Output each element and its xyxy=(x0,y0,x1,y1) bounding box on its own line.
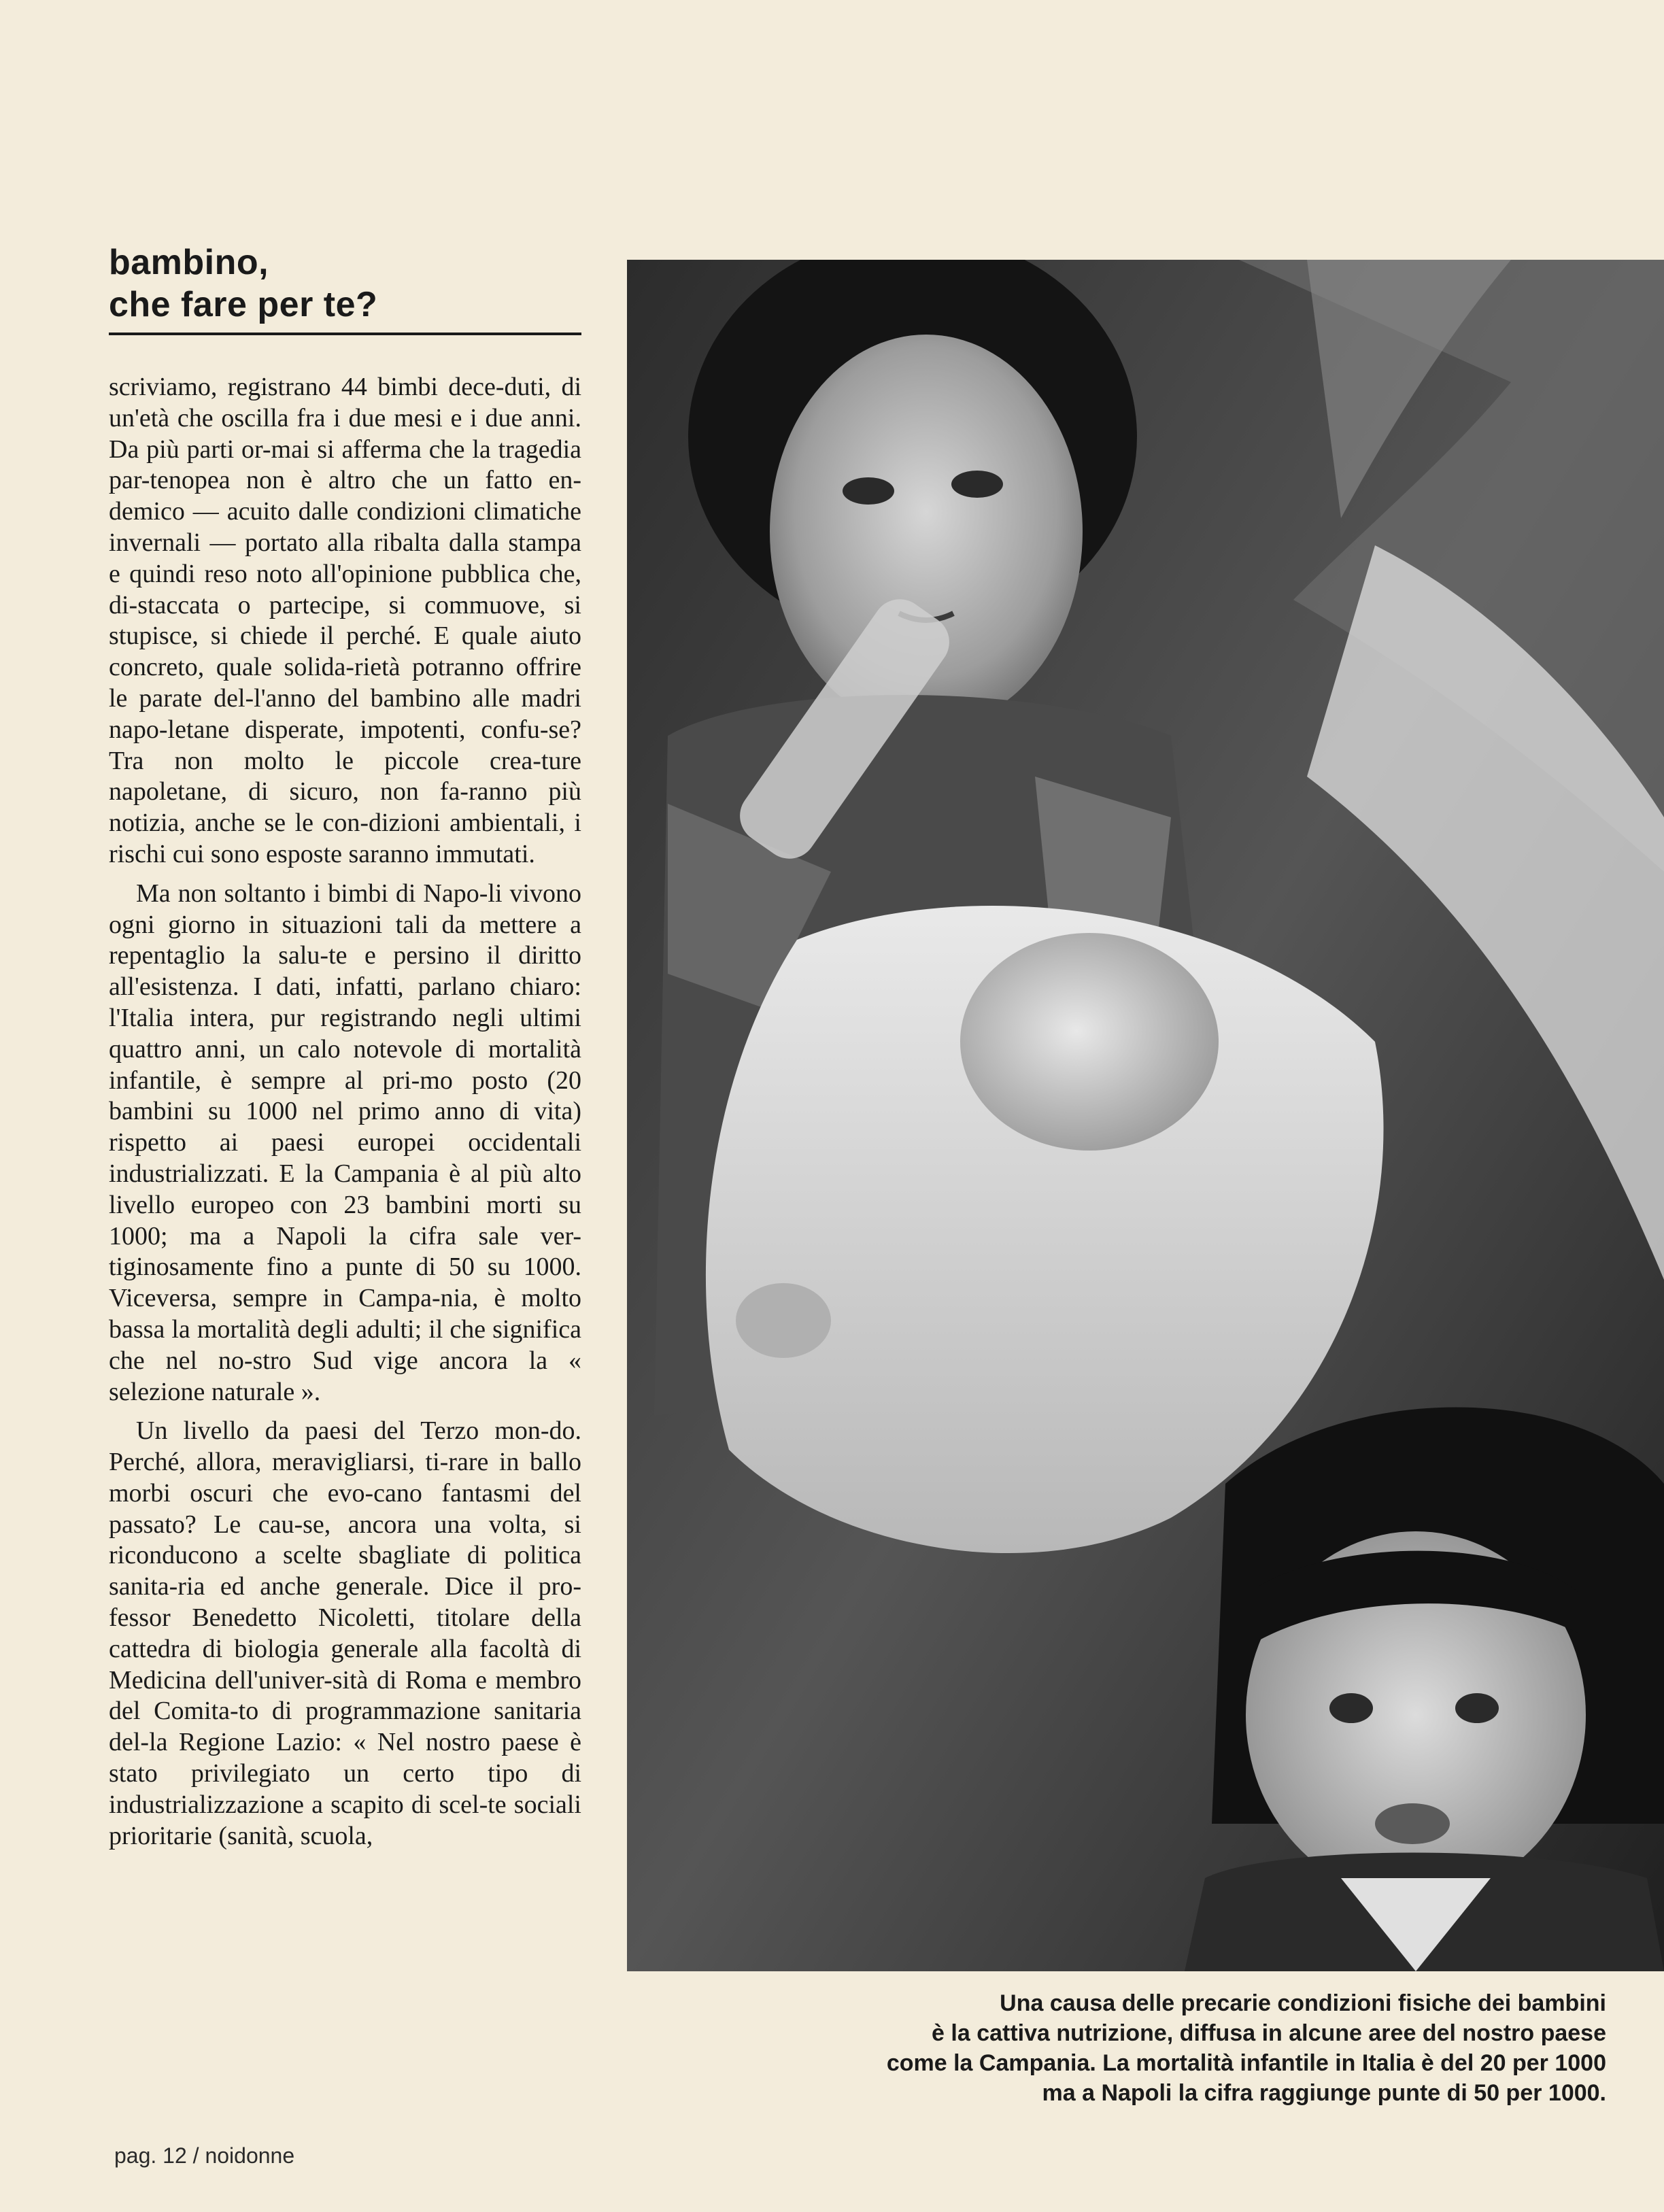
caption-line-3: come la Campania. La mortalità infantile in Italia è del 20 per 1000 xyxy=(886,2050,1606,2076)
article-photo xyxy=(627,260,1664,1971)
section-title-line2: che fare per te? xyxy=(109,285,378,324)
section-title-line1: bambino, xyxy=(109,243,269,282)
photo-caption xyxy=(627,1988,1606,2108)
caption-line-4: ma a Napoli la cifra raggiunge punte di 50 per 1000. xyxy=(1042,2080,1606,2106)
article-paragraph-3: Un livello da paesi del Terzo mon-do. Perché, allora, meravigliarsi, ti-rare in ballo morbi oscuri che evo-cano fantasmi del passato? Le cau-se, ancora una volta, si riconducono a scelte sbagliate di politica sanita-ria ed anche generale. Dice il pro-fessor Benedetto Nicoletti, titolare della cattedra di biologia generale alla facoltà di Medicina dell'univer-sità di Roma e membro del Comita-to di programmazione sanitaria del-la Regione Lazio: « Nel nostro paese è stato privilegiato un certo tipo di industrializzazione a scapito di scel-te sociali prioritarie (sanità, scuola, xyxy=(109,1416,581,1850)
section-header xyxy=(109,241,581,335)
article-column xyxy=(109,372,581,1860)
caption-line-2: è la cattiva nutrizione, diffusa in alcune aree del nostro paese xyxy=(932,2020,1606,2046)
photo-illustration xyxy=(627,260,1664,1971)
section-rule xyxy=(109,333,581,335)
page-footer xyxy=(114,2143,294,2168)
caption-line-1: Una causa delle precarie condizioni fisiche dei bambini xyxy=(1000,1990,1606,2016)
article-paragraph-2: Ma non soltanto i bimbi di Napo-li vivono ogni giorno in situazioni tali da mettere a repentaglio la salu-te e persino il diritto all'esistenza. I dati, infatti, parlano chiaro: l'Italia intera, pur registrando negli ultimi quattro anni, un calo notevole di mortalità infantile, è sempre al pri-mo posto (20 bambini su 1000 nel primo anno di vita) rispetto ai paesi europei occidentali industrializzati. E la Campania è al più alto livello europeo con 23 bambini morti su 1000; ma a Napoli la cifra sale ver-tiginosamente fino a punte di 50 su 1000. Viceversa, sempre in Campa-nia, è molto bassa la mortalità degli adulti; il che significa che nel no-stro Sud vige ancora la « selezione naturale ». xyxy=(109,879,581,1406)
magazine-brand: noidonne xyxy=(205,2143,295,2168)
article-paragraph-1: scriviamo, registrano 44 bimbi dece-duti, di un'età che oscilla fra i due mesi e i due anni. Da più parti or-mai si afferma che la tragedia par-tenopea non è altro che un fatto en-demico — acuito dalle condizioni climatiche invernali — portato alla ribalta dalla stampa e quindi reso noto all'opinione pubblica che, di-staccata o partecipe, si commuove, si stupisce, si chiede il perché. E quale aiuto concreto, quale solida-rietà potranno offrire le parate del-l'anno del bambino alle madri napo-letane disperate, impotenti, confu-se? Tra non molto le piccole crea-ture napoletane, di sicuro, non fa-ranno più notizia, anche se le con-dizioni ambientali, i rischi cui sono esposte saranno immutati. xyxy=(109,373,581,868)
page-number: pag. 12 / xyxy=(114,2143,199,2168)
